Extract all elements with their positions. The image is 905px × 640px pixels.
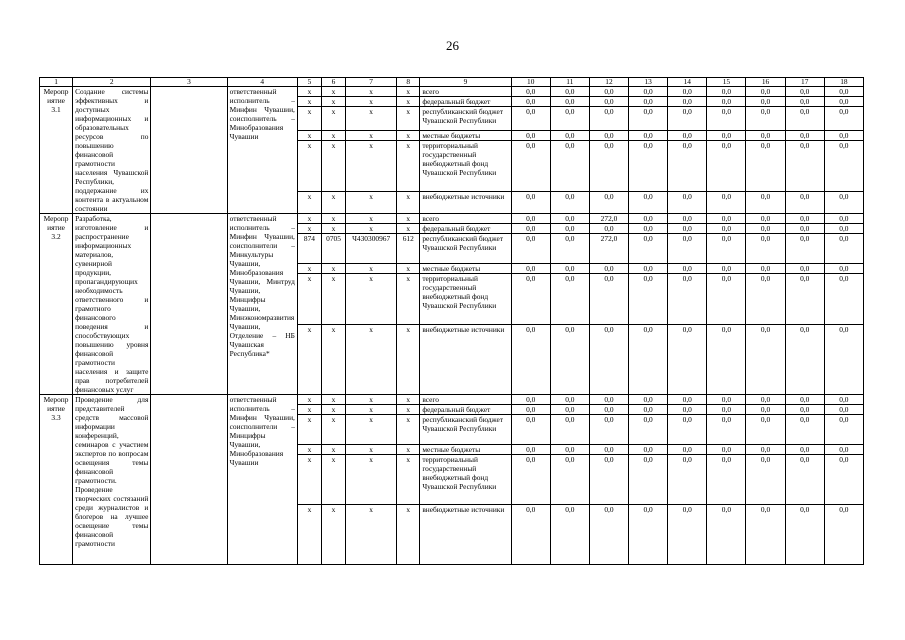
- code-section: x: [321, 87, 345, 97]
- funding-value: 0,0: [668, 131, 707, 141]
- funding-value: 0,0: [824, 107, 863, 131]
- funding-value: 0,0: [746, 505, 785, 565]
- code-grbs: x: [297, 107, 321, 131]
- code-expense-group: x: [397, 415, 420, 445]
- funding-value: 0,0: [785, 395, 824, 405]
- code-target-article: x: [346, 224, 397, 234]
- funding-source: всего: [420, 214, 511, 224]
- code-section: x: [321, 264, 345, 274]
- funding-value: 0,0: [824, 395, 863, 405]
- column-header: 11: [550, 78, 589, 87]
- funding-value: 0,0: [589, 107, 628, 131]
- funding-value: 0,0: [824, 192, 863, 214]
- code-target-article: x: [346, 141, 397, 192]
- funding-value: 0,0: [511, 224, 550, 234]
- measure-code: Мероприятие 3.2: [40, 214, 73, 395]
- funding-source: территориальный государственный внебюджетный фонд Чувашской Республики: [420, 141, 511, 192]
- code-section: x: [321, 131, 345, 141]
- funding-value: 0,0: [785, 224, 824, 234]
- funding-value: 0,0: [785, 274, 824, 324]
- code-grbs: x: [297, 87, 321, 97]
- funding-value: 0,0: [511, 455, 550, 505]
- funding-value: 0,0: [511, 274, 550, 324]
- code-grbs: x: [297, 395, 321, 405]
- funding-value: 0,0: [707, 274, 746, 324]
- code-expense-group: x: [397, 324, 420, 394]
- funding-value: 0,0: [668, 107, 707, 131]
- column-header: 14: [668, 78, 707, 87]
- measure-name: Создание системы эффективных и доступных информационных и образовательных ресурсов по повышению финансовой грамотности населения Чувашской Республики, поддержание их контента в актуальном состоянии: [73, 87, 151, 214]
- funding-value: 0,0: [511, 87, 550, 97]
- funding-value: 0,0: [707, 505, 746, 565]
- funding-value: 0,0: [746, 224, 785, 234]
- funding-value: 0,0: [668, 405, 707, 415]
- funding-value: 0,0: [511, 395, 550, 405]
- funding-value: 0,0: [785, 107, 824, 131]
- funding-value: 0,0: [629, 264, 668, 274]
- funding-value: 0,0: [550, 505, 589, 565]
- funding-value: 0,0: [746, 131, 785, 141]
- funding-value: 0,0: [629, 87, 668, 97]
- funding-value: 0,0: [550, 107, 589, 131]
- funding-value: 0,0: [550, 131, 589, 141]
- column-header: 18: [824, 78, 863, 87]
- funding-value: 0,0: [629, 505, 668, 565]
- funding-value: 0,0: [550, 455, 589, 505]
- code-section: x: [321, 224, 345, 234]
- funding-value: 0,0: [824, 455, 863, 505]
- table-row: [40, 87, 864, 97]
- funding-value: 0,0: [550, 324, 589, 394]
- funding-value: 0,0: [824, 234, 863, 264]
- funding-value: 0,0: [629, 192, 668, 214]
- funding-value: 0,0: [746, 264, 785, 274]
- funding-value: 0,0: [668, 214, 707, 224]
- funding-value: 0,0: [511, 97, 550, 107]
- funding-value: 0,0: [746, 274, 785, 324]
- funding-source: внебюджетные источники: [420, 324, 511, 394]
- measure-name: Проведение для представителей средств массовой информации конференций, семинаров с участием экспертов по вопросам освещения темы финансовой грамотности. Проведение творческих состязаний среди журналистов и блогеров на лучшее освещение темы финансовой грамотности: [73, 395, 151, 565]
- funding-value: 0,0: [511, 505, 550, 565]
- funding-value: 0,0: [785, 505, 824, 565]
- code-target-article: Ч430300967: [346, 234, 397, 264]
- column-3-empty: [151, 87, 227, 214]
- code-target-article: x: [346, 405, 397, 415]
- column-header: 12: [589, 78, 628, 87]
- funding-value: 0,0: [589, 395, 628, 405]
- funding-source: внебюджетные источники: [420, 192, 511, 214]
- funding-value: 0,0: [707, 445, 746, 455]
- code-grbs: x: [297, 264, 321, 274]
- code-expense-group: x: [397, 192, 420, 214]
- funding-source: республиканский бюджет Чувашской Республики: [420, 415, 511, 445]
- code-target-article: x: [346, 131, 397, 141]
- funding-value: 0,0: [629, 415, 668, 445]
- code-expense-group: x: [397, 264, 420, 274]
- code-target-article: x: [346, 415, 397, 445]
- funding-value: 0,0: [589, 455, 628, 505]
- funding-value: 0,0: [550, 405, 589, 415]
- funding-value: 0,0: [707, 97, 746, 107]
- funding-value: 0,0: [589, 87, 628, 97]
- funding-value: 0,0: [668, 324, 707, 394]
- funding-value: 0,0: [550, 445, 589, 455]
- funding-value: 0,0: [629, 234, 668, 264]
- funding-value: 0,0: [707, 107, 746, 131]
- code-expense-group: x: [397, 455, 420, 505]
- funding-value: 0,0: [824, 415, 863, 445]
- funding-value: 0,0: [824, 264, 863, 274]
- code-grbs: x: [297, 274, 321, 324]
- funding-value: 0,0: [589, 141, 628, 192]
- funding-source: федеральный бюджет: [420, 224, 511, 234]
- code-grbs: x: [297, 131, 321, 141]
- funding-value: 0,0: [668, 192, 707, 214]
- code-grbs: x: [297, 324, 321, 394]
- funding-value: 0,0: [668, 395, 707, 405]
- funding-source: республиканский бюджет Чувашской Республики: [420, 234, 511, 264]
- funding-value: 0,0: [550, 141, 589, 192]
- funding-value: 0,0: [629, 445, 668, 455]
- funding-value: 0,0: [629, 131, 668, 141]
- funding-source: территориальный государственный внебюджетный фонд Чувашской Республики: [420, 274, 511, 324]
- funding-source: местные бюджеты: [420, 445, 511, 455]
- code-target-article: x: [346, 97, 397, 107]
- funding-value: 0,0: [824, 141, 863, 192]
- funding-value: 0,0: [589, 415, 628, 445]
- funding-value: 0,0: [824, 405, 863, 415]
- code-expense-group: x: [397, 214, 420, 224]
- code-target-article: x: [346, 192, 397, 214]
- measure-code: Мероприятие 3.3: [40, 395, 73, 565]
- funding-value: 0,0: [668, 264, 707, 274]
- funding-value: 0,0: [550, 214, 589, 224]
- funding-value: 0,0: [824, 131, 863, 141]
- funding-value: 0,0: [824, 324, 863, 394]
- code-expense-group: x: [397, 107, 420, 131]
- code-section: x: [321, 141, 345, 192]
- funding-value: 0,0: [668, 97, 707, 107]
- funding-value: 0,0: [511, 107, 550, 131]
- funding-value: 0,0: [746, 395, 785, 405]
- funding-value: 0,0: [746, 234, 785, 264]
- funding-value: 0,0: [746, 324, 785, 394]
- table-row: [40, 214, 864, 224]
- funding-source: территориальный государственный внебюджетный фонд Чувашской Республики: [420, 455, 511, 505]
- funding-value: 0,0: [629, 224, 668, 234]
- code-target-article: x: [346, 264, 397, 274]
- funding-value: 0,0: [707, 264, 746, 274]
- code-section: x: [321, 97, 345, 107]
- funding-source: всего: [420, 87, 511, 97]
- funding-value: 0,0: [550, 234, 589, 264]
- code-expense-group: x: [397, 445, 420, 455]
- funding-value: 0,0: [511, 214, 550, 224]
- funding-value: 0,0: [746, 192, 785, 214]
- code-target-article: x: [346, 324, 397, 394]
- column-header: 10: [511, 78, 550, 87]
- funding-value: 0,0: [629, 107, 668, 131]
- code-target-article: x: [346, 445, 397, 455]
- funding-source: местные бюджеты: [420, 131, 511, 141]
- funding-value: 0,0: [629, 395, 668, 405]
- funding-source: федеральный бюджет: [420, 405, 511, 415]
- funding-value: 0,0: [785, 415, 824, 445]
- code-expense-group: x: [397, 131, 420, 141]
- funding-value: 0,0: [550, 192, 589, 214]
- code-grbs: x: [297, 415, 321, 445]
- funding-value: 0,0: [746, 415, 785, 445]
- code-expense-group: x: [397, 97, 420, 107]
- funding-value: 0,0: [785, 455, 824, 505]
- code-expense-group: x: [397, 224, 420, 234]
- funding-value: 0,0: [511, 415, 550, 445]
- code-target-article: x: [346, 395, 397, 405]
- funding-value: 0,0: [746, 107, 785, 131]
- code-expense-group: x: [397, 405, 420, 415]
- funding-value: 0,0: [589, 445, 628, 455]
- code-section: x: [321, 455, 345, 505]
- column-header-row: [40, 78, 864, 87]
- code-section: x: [321, 505, 345, 565]
- funding-value: 0,0: [589, 264, 628, 274]
- funding-value: 0,0: [785, 97, 824, 107]
- funding-value: 0,0: [707, 141, 746, 192]
- funding-value: 0,0: [707, 214, 746, 224]
- funding-value: 0,0: [707, 455, 746, 505]
- code-section: 0705: [321, 234, 345, 264]
- code-section: x: [321, 274, 345, 324]
- code-grbs: x: [297, 141, 321, 192]
- funding-value: 0,0: [785, 405, 824, 415]
- funding-value: 0,0: [824, 445, 863, 455]
- measure-executor: ответственный исполнитель – Минфин Чувашии, соисполнитель – Минобразования Чувашии: [227, 87, 297, 214]
- funding-value: 0,0: [511, 324, 550, 394]
- funding-value: 0,0: [668, 415, 707, 445]
- funding-value: 0,0: [668, 224, 707, 234]
- funding-value: 0,0: [668, 505, 707, 565]
- code-grbs: x: [297, 97, 321, 107]
- funding-value: 0,0: [668, 445, 707, 455]
- funding-value: 0,0: [550, 264, 589, 274]
- funding-value: 272,0: [589, 214, 628, 224]
- funding-value: 0,0: [589, 505, 628, 565]
- code-grbs: x: [297, 192, 321, 214]
- funding-value: 0,0: [511, 192, 550, 214]
- funding-value: 0,0: [589, 224, 628, 234]
- funding-value: 0,0: [785, 264, 824, 274]
- funding-value: 0,0: [629, 141, 668, 192]
- funding-value: 0,0: [550, 224, 589, 234]
- funding-value: 0,0: [629, 405, 668, 415]
- column-header: 6: [321, 78, 345, 87]
- funding-value: 0,0: [589, 274, 628, 324]
- funding-value: 0,0: [707, 415, 746, 445]
- funding-value: 0,0: [785, 234, 824, 264]
- page-number: 26: [446, 38, 459, 53]
- column-header: 7: [346, 78, 397, 87]
- funding-value: 0,0: [707, 324, 746, 394]
- code-target-article: x: [346, 214, 397, 224]
- code-grbs: x: [297, 224, 321, 234]
- column-header: 15: [707, 78, 746, 87]
- funding-value: 0,0: [511, 141, 550, 192]
- funding-value: 0,0: [707, 224, 746, 234]
- code-section: x: [321, 415, 345, 445]
- code-section: x: [321, 214, 345, 224]
- code-expense-group: x: [397, 141, 420, 192]
- code-expense-group: x: [397, 395, 420, 405]
- column-3-empty: [151, 214, 227, 395]
- code-section: x: [321, 192, 345, 214]
- funding-value: 0,0: [550, 87, 589, 97]
- funding-value: 0,0: [707, 192, 746, 214]
- funding-value: 0,0: [589, 97, 628, 107]
- funding-value: 0,0: [511, 405, 550, 415]
- column-header: 1: [40, 78, 73, 87]
- funding-value: 0,0: [785, 141, 824, 192]
- column-header: 13: [629, 78, 668, 87]
- funding-value: 0,0: [824, 224, 863, 234]
- funding-value: 0,0: [824, 87, 863, 97]
- funding-value: 0,0: [824, 214, 863, 224]
- funding-value: 0,0: [785, 87, 824, 97]
- funding-value: 0,0: [746, 405, 785, 415]
- code-grbs: 874: [297, 234, 321, 264]
- funding-value: 0,0: [668, 234, 707, 264]
- code-grbs: x: [297, 505, 321, 565]
- funding-source: внебюджетные источники: [420, 505, 511, 565]
- funding-value: 0,0: [550, 395, 589, 405]
- column-header: 9: [420, 78, 511, 87]
- funding-value: 0,0: [707, 131, 746, 141]
- budget-table: [39, 77, 864, 565]
- code-section: x: [321, 405, 345, 415]
- table-row: [40, 395, 864, 405]
- funding-value: 0,0: [511, 234, 550, 264]
- funding-value: 0,0: [824, 97, 863, 107]
- funding-value: 0,0: [550, 97, 589, 107]
- funding-value: 0,0: [511, 445, 550, 455]
- code-expense-group: 612: [397, 234, 420, 264]
- funding-value: 0,0: [785, 131, 824, 141]
- funding-value: 0,0: [707, 405, 746, 415]
- funding-value: 0,0: [746, 141, 785, 192]
- measure-name: Разработка, изготовление и распространение информационных материалов, сувенирной продукции, пропагандирующих необходимость ответственного и грамотного финансового поведения и способствующих повышению уровня финансовой грамотности населения и защите прав потребителей финансовых услуг: [73, 214, 151, 395]
- code-target-article: x: [346, 107, 397, 131]
- funding-value: 0,0: [707, 87, 746, 97]
- funding-value: 0,0: [589, 192, 628, 214]
- code-target-article: x: [346, 455, 397, 505]
- column-header: 8: [397, 78, 420, 87]
- funding-value: 0,0: [629, 274, 668, 324]
- funding-value: 0,0: [589, 324, 628, 394]
- funding-value: 0,0: [707, 395, 746, 405]
- funding-value: 0,0: [746, 455, 785, 505]
- funding-value: 0,0: [629, 214, 668, 224]
- funding-value: 0,0: [629, 97, 668, 107]
- funding-value: 0,0: [589, 131, 628, 141]
- funding-value: 0,0: [668, 87, 707, 97]
- funding-value: 0,0: [629, 324, 668, 394]
- funding-value: 0,0: [746, 87, 785, 97]
- funding-source: республиканский бюджет Чувашской Республики: [420, 107, 511, 131]
- column-header: 4: [227, 78, 297, 87]
- column-header: 5: [297, 78, 321, 87]
- funding-value: 0,0: [824, 274, 863, 324]
- code-expense-group: x: [397, 505, 420, 565]
- measure-executor: ответственный исполнитель – Минфин Чувашии, соисполнители – Минкультуры Чувашии, Минобразования Чувашии, Минтруд Чувашии, Минцифры Чувашии, Минэкономразвития Чувашии, Отделение – НБ Чувашская Республика*: [227, 214, 297, 395]
- funding-source: федеральный бюджет: [420, 97, 511, 107]
- code-target-article: x: [346, 274, 397, 324]
- funding-value: 0,0: [668, 274, 707, 324]
- funding-value: 0,0: [589, 405, 628, 415]
- funding-value: 0,0: [785, 214, 824, 224]
- funding-value: 0,0: [511, 131, 550, 141]
- code-target-article: x: [346, 505, 397, 565]
- code-target-article: x: [346, 87, 397, 97]
- code-grbs: x: [297, 405, 321, 415]
- code-grbs: x: [297, 445, 321, 455]
- code-expense-group: x: [397, 274, 420, 324]
- code-section: x: [321, 395, 345, 405]
- funding-value: 0,0: [550, 415, 589, 445]
- code-grbs: x: [297, 455, 321, 505]
- funding-value: 0,0: [785, 445, 824, 455]
- funding-value: 272,0: [589, 234, 628, 264]
- funding-source: местные бюджеты: [420, 264, 511, 274]
- funding-value: 0,0: [668, 141, 707, 192]
- code-grbs: x: [297, 214, 321, 224]
- funding-source: всего: [420, 395, 511, 405]
- funding-value: 0,0: [746, 445, 785, 455]
- funding-value: 0,0: [785, 324, 824, 394]
- measure-code: Мероприятие 3.1: [40, 87, 73, 214]
- funding-value: 0,0: [824, 505, 863, 565]
- column-header: 2: [73, 78, 151, 87]
- code-section: x: [321, 107, 345, 131]
- column-header: 16: [746, 78, 785, 87]
- code-section: x: [321, 445, 345, 455]
- column-3-empty: [151, 395, 227, 565]
- code-expense-group: x: [397, 87, 420, 97]
- funding-value: 0,0: [629, 455, 668, 505]
- funding-value: 0,0: [668, 455, 707, 505]
- funding-value: 0,0: [785, 192, 824, 214]
- column-header: 3: [151, 78, 227, 87]
- funding-value: 0,0: [707, 234, 746, 264]
- funding-value: 0,0: [746, 97, 785, 107]
- funding-value: 0,0: [550, 274, 589, 324]
- column-header: 17: [785, 78, 824, 87]
- funding-value: 0,0: [511, 264, 550, 274]
- code-section: x: [321, 324, 345, 394]
- funding-value: 0,0: [746, 214, 785, 224]
- measure-executor: ответственный исполнитель – Минфин Чувашии, соисполнители – Минцифры Чувашии, Минобразования Чувашии: [227, 395, 297, 565]
